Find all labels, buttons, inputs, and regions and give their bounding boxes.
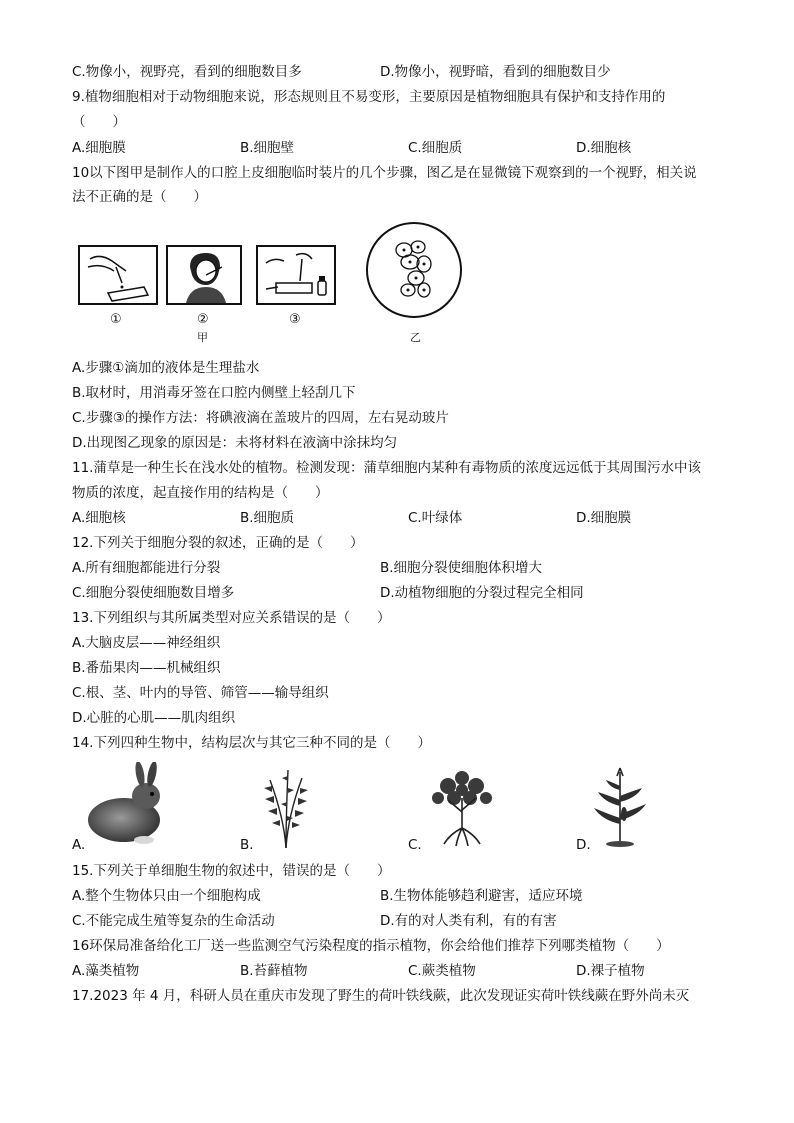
q9-blank: （ ） <box>72 114 126 130</box>
microscope-view <box>364 220 464 320</box>
q9-stem: 9.植物细胞相对于动物细胞来说，形态规则且不易变形，主要原因是植物细胞具有保护和支持作用的 <box>72 89 666 105</box>
q10-option-d: D.出现图乙现象的原因是：未将材料在液滴中涂抹均匀 <box>72 435 398 451</box>
q12-option-d: D.动植物细胞的分裂过程完全相同 <box>380 585 584 601</box>
fern-image <box>258 766 314 850</box>
q8-option-d: D.物像小，视野暗，看到的细胞数目少 <box>380 64 611 80</box>
q16-option-d: D.裸子植物 <box>576 963 645 979</box>
q13-option-b: B.番茄果肉——机械组织 <box>72 660 221 676</box>
step3-label: ③ <box>289 312 301 327</box>
q14-option-b: B. <box>240 837 254 853</box>
q8-option-c: C.物像小，视野亮，看到的细胞数目多 <box>72 64 302 80</box>
step2-label: ② <box>197 312 209 327</box>
q16-stem: 16环保局准备给化工厂送一些监测空气污染程度的指示植物，你会给他们推荐下列哪类植物（ ） <box>72 938 670 954</box>
tree-image <box>424 764 500 848</box>
q11-option-a: A.细胞核 <box>72 510 126 526</box>
rabbit-image <box>84 762 170 846</box>
q9-option-b: B.细胞壁 <box>240 140 295 156</box>
q15-stem: 15.下列关于单细胞生物的叙述中，错误的是（ ） <box>72 863 391 879</box>
q13-stem: 13.下列组织与其所属类型对应关系错误的是（ ） <box>72 610 391 626</box>
q11-option-d: D.细胞膜 <box>576 510 632 526</box>
q15-option-b: B.生物体能够趋利避害，适应环境 <box>380 888 583 904</box>
q14-stem: 14.下列四种生物中，结构层次与其它三种不同的是（ ） <box>72 735 431 751</box>
q17-stem: 17.2023 年 4 月，科研人员在重庆市发现了野生的荷叶铁线蕨，此次发现证实荷叶铁线蕨在野外尚未灭 <box>72 988 690 1004</box>
q9-option-a: A.细胞膜 <box>72 140 126 156</box>
q9-option-c: C.细胞质 <box>408 140 463 156</box>
q11-stem-line2: 物质的浓度，起直接作用的结构是（ ） <box>72 485 329 501</box>
step2-panel <box>166 245 242 305</box>
q15-option-c: C.不能完成生殖等复杂的生命活动 <box>72 913 275 929</box>
q10-stem-line2: 法不正确的是（ ） <box>72 189 207 205</box>
q12-option-b: B.细胞分裂使细胞体积增大 <box>380 560 543 576</box>
q10-option-b: B.取材时，用消毒牙签在口腔内侧壁上轻刮几下 <box>72 385 356 401</box>
step3-panel <box>256 245 336 305</box>
figure-jia-label: 甲 <box>197 331 208 344</box>
q11-option-c: C.叶绿体 <box>408 510 463 526</box>
q15-option-a: A.整个生物体只由一个细胞构成 <box>72 888 261 904</box>
step1-label: ① <box>110 312 122 327</box>
q13-option-d: D.心脏的心肌——肌肉组织 <box>72 710 236 726</box>
figure-yi-label: 乙 <box>410 331 421 344</box>
q9-option-d: D.细胞核 <box>576 140 632 156</box>
q11-stem-line1: 11.蒲草是一种生长在浅水处的植物。检测发现：蒲草细胞内某种有毒物质的浓度远远低于其周围污水中该 <box>72 460 701 476</box>
corn-image <box>590 764 650 848</box>
q14-option-c: C. <box>408 837 422 853</box>
q12-option-a: A.所有细胞都能进行分裂 <box>72 560 221 576</box>
q12-stem: 12.下列关于细胞分裂的叙述，正确的是（ ） <box>72 535 364 551</box>
q13-option-c: C.根、茎、叶内的导管、筛管——输导组织 <box>72 685 329 701</box>
q14-option-a: A. <box>72 837 86 853</box>
q13-option-a: A.大脑皮层——神经组织 <box>72 635 221 651</box>
q10-stem-line1: 10以下图甲是制作人的口腔上皮细胞临时装片的几个步骤，图乙是在显微镜下观察到的一个视野，相关说 <box>72 165 697 181</box>
q14-option-d: D. <box>576 837 591 853</box>
q16-option-b: B.苔藓植物 <box>240 963 308 979</box>
q16-option-c: C.蕨类植物 <box>408 963 476 979</box>
q15-option-d: D.有的对人类有利，有的有害 <box>380 913 557 929</box>
q16-option-a: A.藻类植物 <box>72 963 140 979</box>
step1-panel <box>78 245 158 305</box>
q12-option-c: C.细胞分裂使细胞数目增多 <box>72 585 235 601</box>
q10-option-c: C.步骤③的操作方法：将碘液滴在盖玻片的四周，左右晃动玻片 <box>72 410 449 426</box>
q11-option-b: B.细胞质 <box>240 510 295 526</box>
q10-option-a: A.步骤①滴加的液体是生理盐水 <box>72 360 260 376</box>
